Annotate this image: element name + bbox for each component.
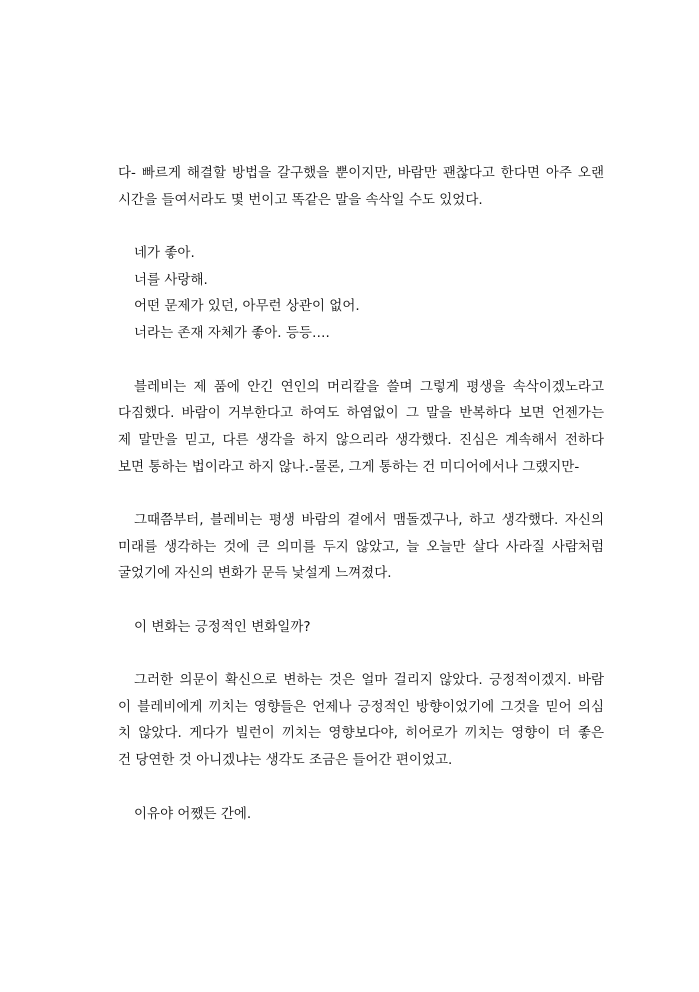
paragraph — [118, 507, 604, 587]
text-line: 네가 좋아. — [134, 245, 195, 262]
text-line: 이 변화는 긍정적인 변화일까? — [134, 618, 311, 635]
text-line: 너라는 존재 자체가 좋아. 등등…. — [134, 325, 330, 342]
text-line: 건 당연한 것 아니겠냐는 생각도 조금은 들어간 편이었고. — [118, 752, 453, 769]
text-line: 치 않았다. 게다가 빌런이 끼치는 영향보다야, 히어로가 끼치는 영향이 더 좋은 — [118, 725, 604, 742]
text-line: 그때쯤부터, 블레비는 평생 바람의 곁에서 맴돌겠구나, 하고 생각했다. 자신의 — [134, 511, 604, 528]
text-line: 다짐했다. 바람이 거부한다고 하여도 하염없이 그 말을 반복하다 보면 언젠가는 — [118, 405, 604, 422]
text-line: 제 말만을 믿고, 다른 생각을 하지 않으리라 생각했다. 진심은 계속해서 전하다 — [118, 431, 604, 448]
text-line: 다- 빠르게 해결할 방법을 갈구했을 뿐이지만, 바람만 괜찮다고 한다면 아주 오랜 — [118, 165, 604, 181]
blank-line — [118, 213, 604, 240]
text-line: 보면 통하는 법이라고 하지 않나.-물론, 그게 통하는 건 미디어에서나 그랬지만- — [118, 458, 580, 475]
document-body — [118, 160, 604, 827]
blank-line — [118, 480, 604, 507]
text-line: 미래를 생각하는 것에 큰 의미를 두지 않았고, 늘 오늘만 살다 사라질 사람처럼 — [118, 538, 604, 555]
paragraph — [118, 667, 604, 774]
text-line: 어떤 문제가 있던, 아무런 상관이 없어. — [134, 298, 360, 315]
blank-line — [118, 774, 604, 801]
blank-line — [118, 640, 604, 667]
text-line: 굴었기에 자신의 변화가 문득 낯설게 느껴졌다. — [118, 565, 392, 582]
text-line: 너를 사랑해. — [134, 271, 208, 288]
paragraph — [118, 614, 604, 641]
text-line: 블레비는 제 품에 안긴 연인의 머리칼을 쓸며 그렇게 평생을 속삭이겠노라고 — [134, 378, 604, 395]
paragraph — [118, 374, 604, 481]
paragraph — [118, 240, 604, 347]
blank-line — [118, 347, 604, 374]
paragraph — [118, 801, 604, 828]
blank-line — [118, 587, 604, 614]
text-line: 이유야 어쨌든 간에. — [134, 805, 252, 822]
text-line: 이 블레비에게 끼치는 영향들은 언제나 긍정적인 방향이었기에 그것을 믿어 의심 — [118, 698, 604, 715]
paragraph — [118, 160, 604, 213]
text-line: 시간을 들여서라도 몇 번이고 똑같은 말을 속삭일 수도 있었다. — [118, 191, 483, 208]
text-line: 그러한 의문이 확신으로 변하는 것은 얼마 걸리지 않았다. 긍정적이겠지. 바람 — [134, 672, 604, 689]
